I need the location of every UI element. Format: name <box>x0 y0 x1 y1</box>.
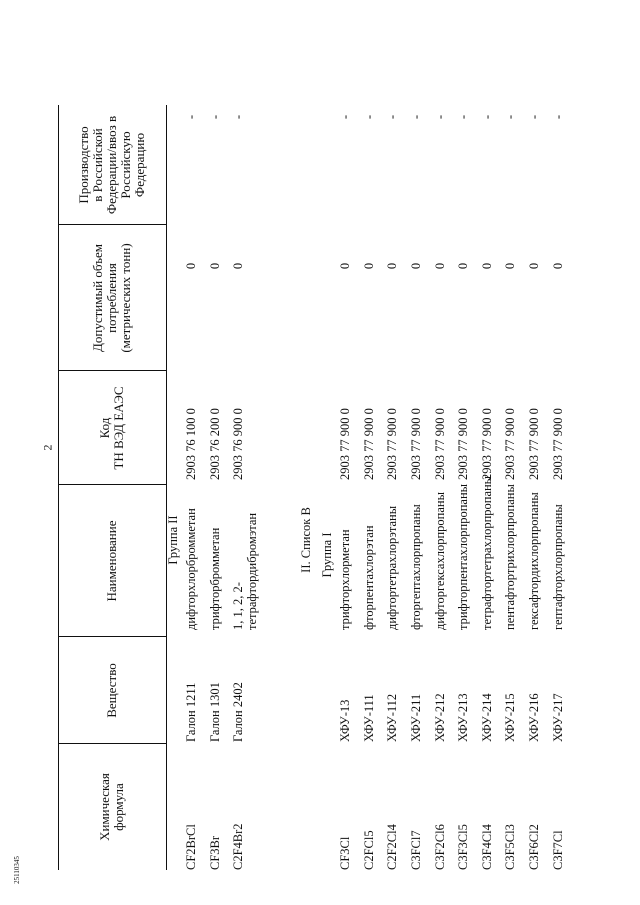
code-cell: 2903 77 900 0 <box>550 408 565 480</box>
production-value: - <box>479 114 494 120</box>
section-heading: Группа I <box>320 532 335 578</box>
formula-cell: C3F5Cl3 <box>503 824 518 870</box>
name-cell: тетрафтортетрахлорпропаны <box>479 475 494 630</box>
formula-cell: CF3Br <box>207 835 222 870</box>
volume-value: 0 <box>479 262 494 270</box>
volume-value: 0 <box>231 262 246 270</box>
name-cell: трифторбромметан <box>207 527 222 630</box>
formula-cell: CF3Cl <box>338 836 353 870</box>
document-code: 25110345 <box>13 856 21 884</box>
formula-cell: C3F6Cl2 <box>527 824 541 870</box>
substance-cell: Галон 2402 <box>231 682 246 742</box>
code-cell: 2903 77 900 0 <box>361 408 376 480</box>
code-cell: 2903 77 900 0 <box>338 408 353 480</box>
formula-cell: C3FCl7 <box>409 830 423 870</box>
table-top-rule <box>58 105 59 870</box>
substance-cell: ХФУ-216 <box>527 693 541 742</box>
volume-value: 0 <box>409 262 423 270</box>
formula-cell: C2FCl5 <box>361 830 376 870</box>
code-cell: 2903 76 900 0 <box>231 408 246 480</box>
substance-cell: ХФУ-212 <box>432 693 447 742</box>
volume-value: 0 <box>207 262 222 270</box>
production-value: - <box>456 114 471 120</box>
header-volume: Допустимый объем потребления (метрических тонн) <box>90 243 133 353</box>
volume-value: 0 <box>503 262 518 270</box>
substance-cell: Галон 1211 <box>184 682 198 742</box>
code-cell: 2903 76 200 0 <box>207 408 222 480</box>
code-cell: 2903 77 900 0 <box>479 408 494 480</box>
name-cell: 1, 1, 2, 2- тетрафтордибромэтан <box>231 512 260 630</box>
volume-value: 0 <box>361 262 376 270</box>
production-value: - <box>432 114 447 120</box>
code-cell: 2903 77 900 0 <box>432 408 447 480</box>
formula-cell: C3F2Cl6 <box>432 824 447 870</box>
volume-value: 0 <box>550 262 565 270</box>
production-value: - <box>184 114 198 120</box>
section-heading: Группа II <box>166 515 180 565</box>
production-value: - <box>338 114 353 120</box>
name-cell: трифторпентахлорпропаны <box>456 483 471 630</box>
production-value: - <box>503 114 518 120</box>
name-cell: гептафторхлорпропаны <box>550 504 565 630</box>
substance-cell: ХФУ-213 <box>456 693 471 742</box>
formula-cell: C3F4Cl4 <box>479 824 494 870</box>
header-production: Производство в Российской Федерации/ввоз в Российскую Федерацию <box>76 115 147 215</box>
name-cell: фторгептахлорпропаны <box>409 504 423 630</box>
production-value: - <box>527 114 541 120</box>
formula-cell: C2F2Cl4 <box>385 824 400 870</box>
page-number: 2 <box>40 444 55 451</box>
code-cell: 2903 76 100 0 <box>184 408 198 480</box>
substance-cell: ХФУ-215 <box>503 693 518 742</box>
volume-value: 0 <box>338 262 353 270</box>
substance-cell: ХФУ-211 <box>409 693 423 742</box>
formula-cell: C2F4Br2 <box>231 823 246 870</box>
header-substance: Вещество <box>104 663 119 718</box>
substance-cell: ХФУ-111 <box>361 694 376 742</box>
header-code: Код ТН ВЭД ЕАЭС <box>97 386 126 470</box>
substance-cell: ХФУ-217 <box>550 693 565 742</box>
name-cell: дифтортетрахлорэтаны <box>385 505 400 630</box>
production-value: - <box>231 114 246 120</box>
formula-cell: CF2BrCl <box>184 824 198 870</box>
code-cell: 2903 77 900 0 <box>385 408 400 480</box>
formula-cell: C3F7Cl <box>550 830 565 870</box>
volume-value: 0 <box>385 262 400 270</box>
code-cell: 2903 77 900 0 <box>503 408 518 480</box>
header-name: Наименование <box>104 520 119 602</box>
volume-value: 0 <box>456 262 471 270</box>
substance-cell: ХФУ-13 <box>338 699 353 742</box>
substance-cell: ХФУ-214 <box>479 693 494 742</box>
name-cell: дифторгексахлорпропаны <box>432 492 447 630</box>
volume-value: 0 <box>184 262 198 270</box>
name-cell: трифторхлорметан <box>338 529 353 630</box>
production-value: - <box>385 114 400 120</box>
name-cell: пентафтортрихлорпропаны <box>503 484 518 630</box>
formula-cell: C3F3Cl5 <box>456 824 471 870</box>
name-cell: дифторхлорбромметан <box>184 508 198 630</box>
production-value: - <box>361 114 376 120</box>
substance-cell: Галон 1301 <box>207 682 222 742</box>
production-value: - <box>550 114 565 120</box>
substances-table <box>58 50 565 870</box>
header-formula: Химическая формула <box>97 773 126 841</box>
name-cell: гексафтордихлорпропаны <box>527 492 541 630</box>
section-heading: II. Список В <box>299 507 314 573</box>
code-cell: 2903 77 900 0 <box>409 408 423 480</box>
volume-value: 0 <box>527 262 541 270</box>
substance-cell: ХФУ-112 <box>385 693 400 742</box>
name-cell: фторпентахлорэтан <box>361 525 376 630</box>
code-cell: 2903 77 900 0 <box>527 408 541 480</box>
code-cell: 2903 77 900 0 <box>456 408 471 480</box>
production-value: - <box>409 114 423 120</box>
volume-value: 0 <box>432 262 447 270</box>
production-value: - <box>207 114 222 120</box>
